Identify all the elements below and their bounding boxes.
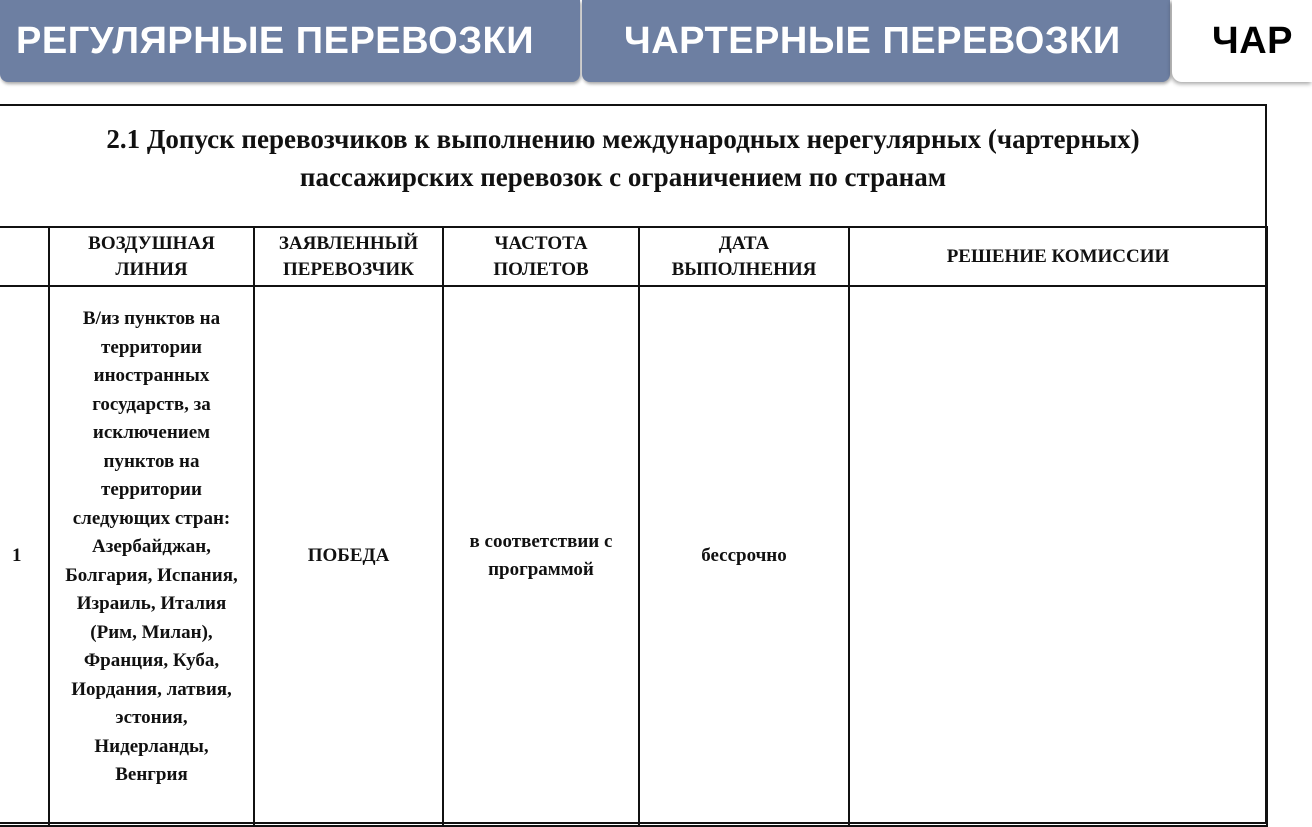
air-line-text: Венгрия (115, 764, 188, 785)
cell-date: бессрочно (639, 286, 849, 826)
air-line-text: Иордания, латвия, (71, 678, 232, 700)
tab-charter-active[interactable]: ЧАР (1172, 0, 1312, 82)
header-carrier: ЗАЯВЛЕННЫЙ ПЕРЕВОЗЧИК (254, 227, 443, 286)
tab-charter-transport[interactable]: ЧАРТЕРНЫЕ ПЕРЕВОЗКИ (582, 0, 1170, 82)
header-date: ДАТА ВЫПОЛНЕНИЯ (639, 227, 849, 286)
document-heading (0, 120, 1246, 196)
air-line-text: территории (101, 479, 202, 500)
table-header-row (0, 227, 1267, 286)
header-decision: РЕШЕНИЕ КОМИССИИ (849, 227, 1267, 286)
table-row (0, 286, 1267, 826)
tab-bar (0, 0, 1293, 86)
carriers-table (0, 226, 1268, 827)
header-number (0, 227, 49, 286)
air-line-text: территории (101, 336, 202, 358)
header-air-line: ВОЗДУШНАЯ ЛИНИЯ (49, 227, 254, 286)
air-line-text: Израиль, Италия (76, 593, 227, 614)
air-line-text: исключением (92, 422, 211, 443)
cell-number: 1 (0, 286, 49, 826)
cell-air-line (49, 286, 254, 826)
air-line-text: следующих стран: (72, 507, 231, 529)
header-frequency: ЧАСТОТА ПОЛЕТОВ (443, 227, 639, 286)
air-line-text: Франция, Куба, (83, 650, 220, 671)
air-line-text: эстония, (115, 707, 188, 728)
frequency-text: программой (488, 559, 594, 580)
air-line-text: Азербайджан, (92, 536, 211, 557)
heading-line-1: 2.1 Допуск перевозчиков к выполнению международных нерегулярных (чартерных) (106, 124, 1140, 154)
tab-regular-transport[interactable]: РЕГУЛЯРНЫЕ ПЕРЕВОЗКИ (0, 0, 580, 82)
air-line-text: Нидерланды, (94, 735, 209, 757)
air-line-text: В/из пунктов на (82, 308, 221, 329)
frequency-text: в соответствии с (469, 530, 613, 552)
air-line-text: иностранных (93, 365, 210, 386)
heading-line-2: пассажирских перевозок с ограничением по странам (299, 162, 947, 192)
cell-carrier: ПОБЕДА (254, 286, 443, 826)
air-line-text: пунктов на (103, 450, 200, 472)
air-line-text: Болгария, Испания, (65, 564, 238, 586)
air-line-text: государств, за (92, 393, 211, 415)
cell-frequency (443, 286, 639, 826)
air-line-text: (Рим, Милан), (90, 621, 213, 643)
cell-decision (849, 286, 1267, 826)
